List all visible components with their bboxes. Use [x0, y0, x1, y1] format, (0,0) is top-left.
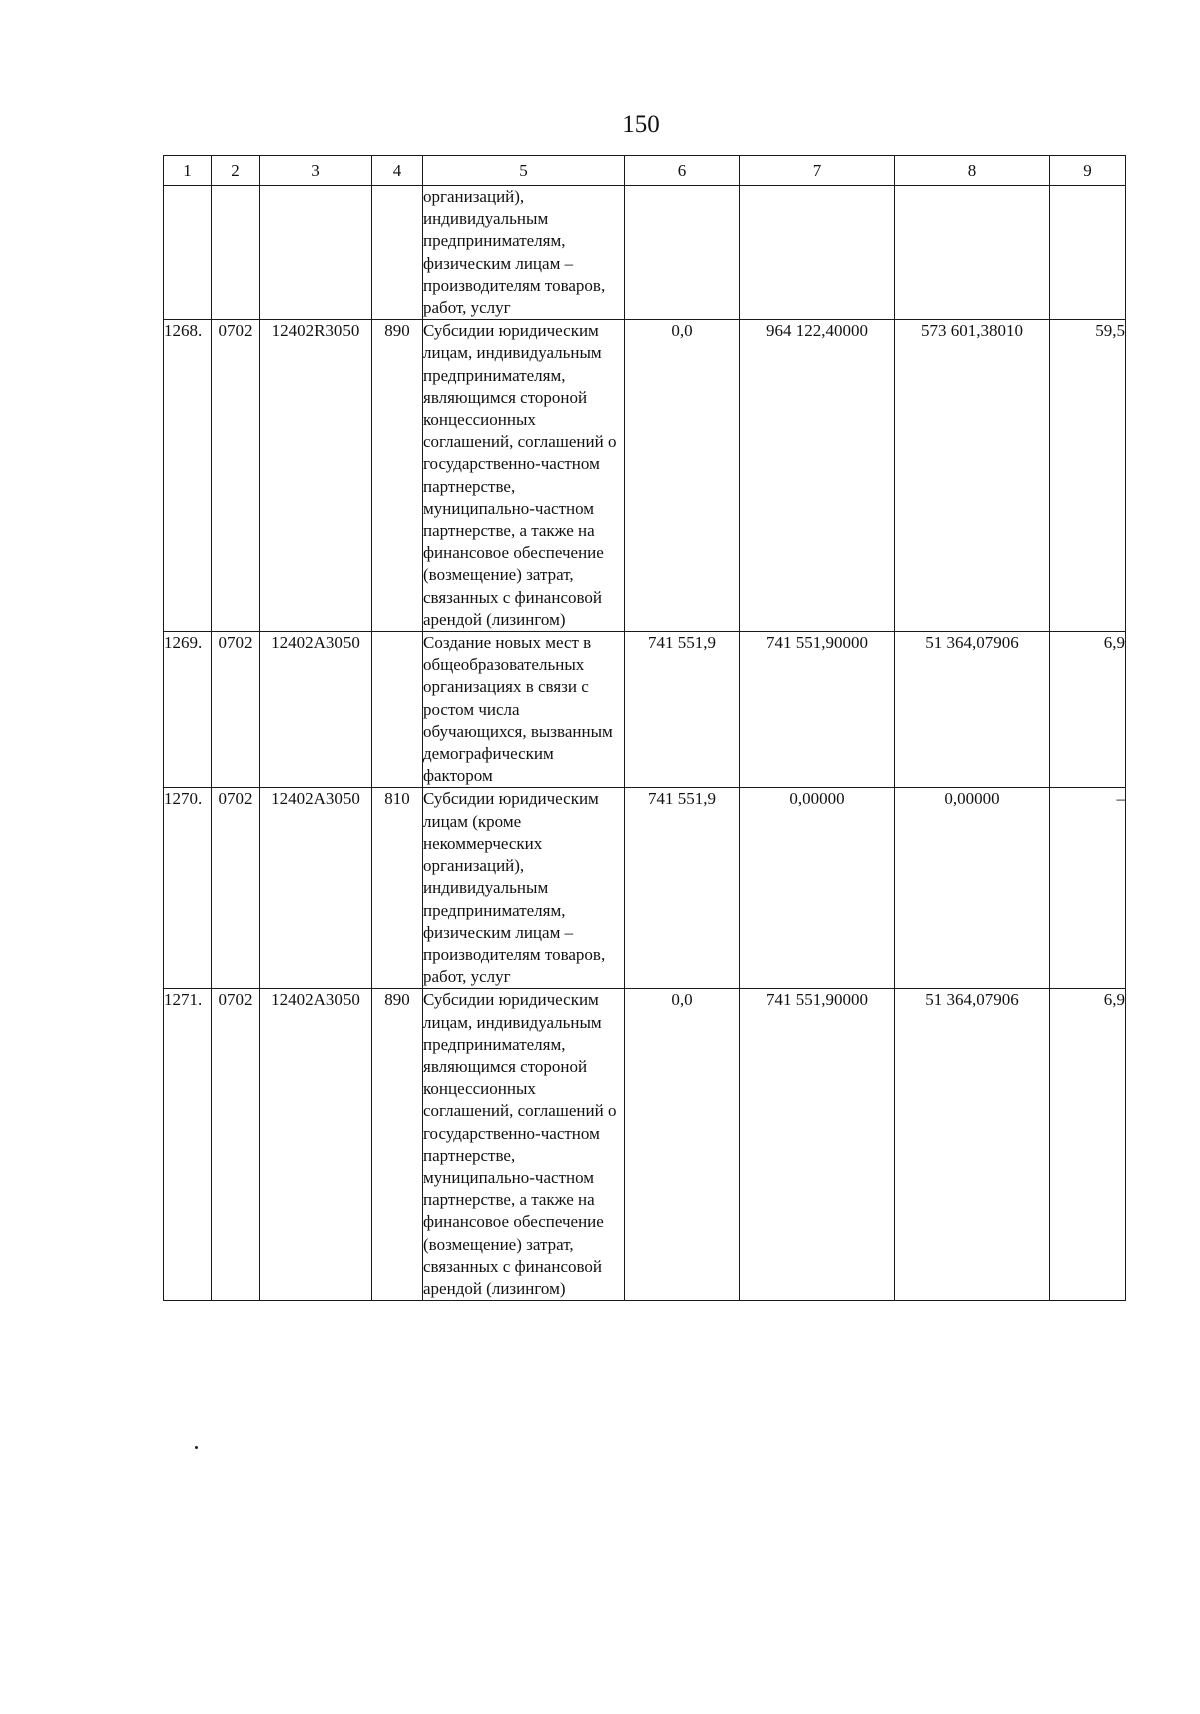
value-cell-8: 0,00000 [895, 788, 1050, 989]
section-code-cell: 0702 [212, 788, 260, 989]
value-cell-6: 0,0 [625, 320, 740, 632]
column-header: 5 [423, 156, 625, 186]
section-code-cell [212, 186, 260, 320]
column-header: 7 [740, 156, 895, 186]
column-header: 9 [1050, 156, 1126, 186]
description-cell: Создание новых мест в общеобразовательных организациях в связи с ростом числа обучающихся, вызванным демографическим фактором [423, 632, 625, 788]
value-cell-6: 741 551,9 [625, 788, 740, 989]
expense-type-cell [372, 632, 423, 788]
description-cell: Субсидии юридическим лицам (кроме некоммерческих организаций), индивидуальным предпринимателям, физическим лицам – производителям товаров, работ, услуг [423, 788, 625, 989]
table-row [164, 320, 1126, 632]
value-cell-6 [625, 186, 740, 320]
expense-type-cell: 890 [372, 320, 423, 632]
table-row [164, 186, 1126, 320]
row-number-cell [164, 186, 212, 320]
row-number-cell: 1268. [164, 320, 212, 632]
table-row [164, 632, 1126, 788]
column-header: 3 [260, 156, 372, 186]
section-code-cell: 0702 [212, 632, 260, 788]
expense-type-cell: 810 [372, 788, 423, 989]
percent-cell: 59,5 [1050, 320, 1126, 632]
row-number-cell: 1270. [164, 788, 212, 989]
section-code-cell: 0702 [212, 320, 260, 632]
budget-table [163, 155, 1126, 1301]
row-number-cell: 1271. [164, 989, 212, 1301]
value-cell-8: 51 364,07906 [895, 989, 1050, 1301]
description-cell: организаций), индивидуальным предпринимателям, физическим лицам – производителям товаров, работ, услуг [423, 186, 625, 320]
description-cell: Субсидии юридическим лицам, индивидуальным предпринимателям, являющимся стороной концессионных соглашений, соглашений о государственно-частном партнерстве, муниципально-частном партнерстве, а также на финансовое обеспечение (возмещение) затрат, связанных с финансовой арендой (лизингом) [423, 320, 625, 632]
target-code-cell: 12402R3050 [260, 320, 372, 632]
value-cell-7 [740, 186, 895, 320]
value-cell-8: 51 364,07906 [895, 632, 1050, 788]
percent-cell: 6,9 [1050, 632, 1126, 788]
value-cell-8: 573 601,38010 [895, 320, 1050, 632]
value-cell-8 [895, 186, 1050, 320]
row-number-cell: 1269. [164, 632, 212, 788]
expense-type-cell: 890 [372, 989, 423, 1301]
header-row [164, 156, 1126, 186]
target-code-cell: 12402A3050 [260, 632, 372, 788]
value-cell-6: 741 551,9 [625, 632, 740, 788]
scan-speck [195, 1446, 198, 1449]
description-cell: Субсидии юридическим лицам, индивидуальным предпринимателям, являющимся стороной концессионных соглашений, соглашений о государственно-частном партнерстве, муниципально-частном партнерстве, а также на финансовое обеспечение (возмещение) затрат, связанных с финансовой арендой (лизингом) [423, 989, 625, 1301]
value-cell-7: 964 122,40000 [740, 320, 895, 632]
target-code-cell: 12402A3050 [260, 788, 372, 989]
value-cell-6: 0,0 [625, 989, 740, 1301]
target-code-cell: 12402A3050 [260, 989, 372, 1301]
value-cell-7: 0,00000 [740, 788, 895, 989]
column-header: 6 [625, 156, 740, 186]
section-code-cell: 0702 [212, 989, 260, 1301]
table-row [164, 989, 1126, 1301]
column-header: 2 [212, 156, 260, 186]
percent-cell [1050, 186, 1126, 320]
value-cell-7: 741 551,90000 [740, 632, 895, 788]
target-code-cell [260, 186, 372, 320]
expense-type-cell [372, 186, 423, 320]
page-number: 150 [622, 111, 660, 138]
column-header: 4 [372, 156, 423, 186]
column-header: 1 [164, 156, 212, 186]
percent-cell: – [1050, 788, 1126, 989]
table-row [164, 788, 1126, 989]
percent-cell: 6,9 [1050, 989, 1126, 1301]
column-header: 8 [895, 156, 1050, 186]
value-cell-7: 741 551,90000 [740, 989, 895, 1301]
